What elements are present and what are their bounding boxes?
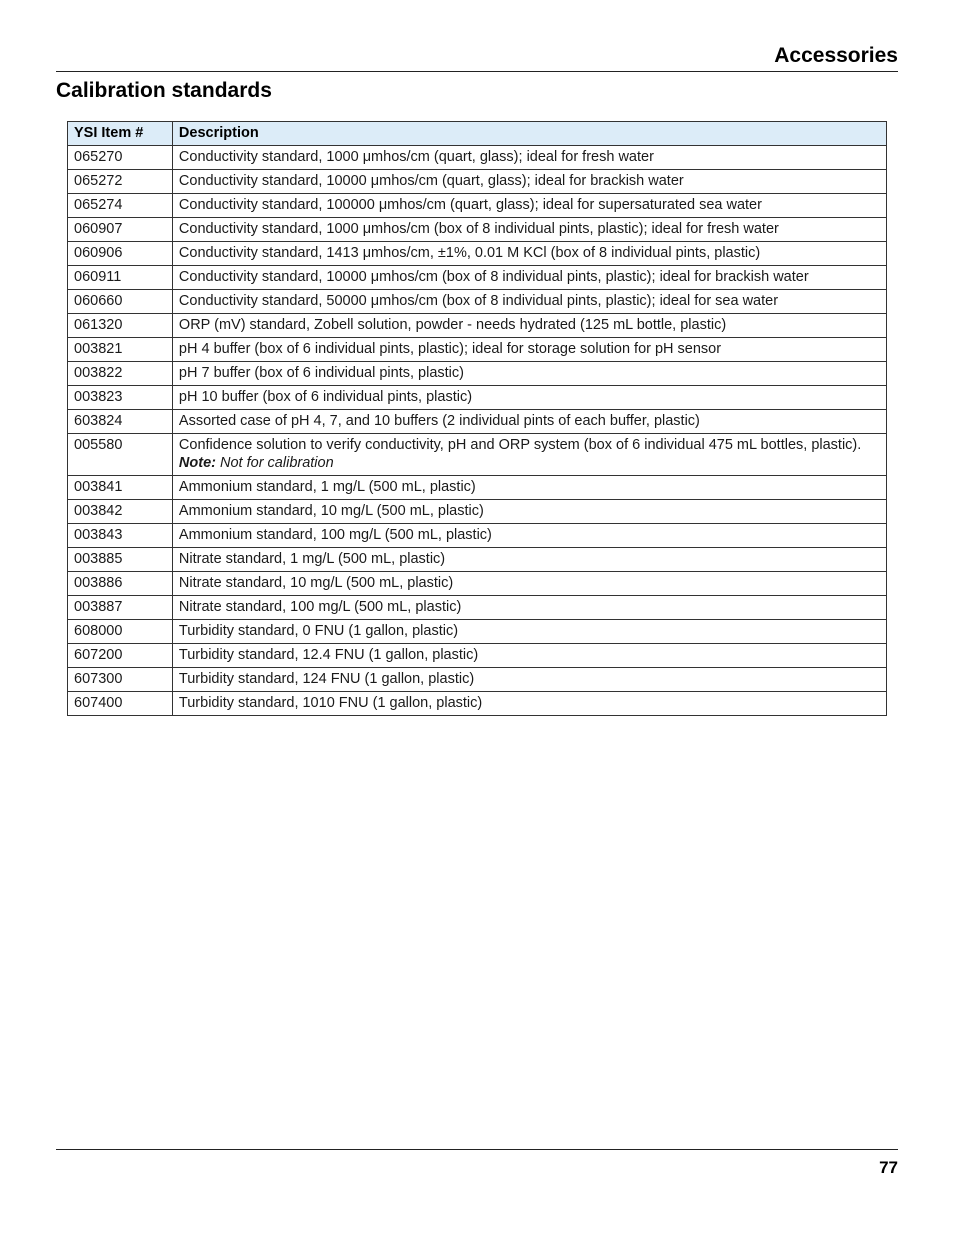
page-header — [56, 42, 898, 72]
item-number-cell: 060906 — [68, 242, 173, 266]
description-text: Ammonium standard, 1 mg/L (500 mL, plastic) — [178, 479, 476, 495]
item-number-cell: 003842 — [68, 500, 173, 524]
description-text: Turbidity standard, 1010 FNU (1 gallon, plastic) — [178, 695, 483, 711]
table-row — [68, 410, 887, 434]
table-row — [68, 218, 887, 242]
description-text: Assorted case of pH 4, 7, and 10 buffers (2 individual pints of each buffer, plastic) — [178, 413, 700, 429]
description-cell — [172, 500, 886, 524]
item-number-cell: 607300 — [68, 668, 173, 692]
item-number-cell: 003887 — [68, 596, 173, 620]
description-cell — [172, 434, 886, 476]
table-row — [68, 314, 887, 338]
item-number-cell: 607200 — [68, 644, 173, 668]
description-cell — [172, 386, 886, 410]
table-row — [68, 548, 887, 572]
description-cell — [172, 476, 886, 500]
section-title: Calibration standards — [56, 79, 272, 102]
description-cell — [172, 620, 886, 644]
description-text: Conductivity standard, 100000 μmhos/cm (quart, glass); ideal for supersaturated sea water — [178, 197, 762, 213]
description-text: Turbidity standard, 12.4 FNU (1 gallon, plastic) — [178, 647, 479, 663]
table-row — [68, 170, 887, 194]
table-row — [68, 476, 887, 500]
table-row — [68, 386, 887, 410]
table-row — [68, 146, 887, 170]
table-row — [68, 620, 887, 644]
description-text: pH 4 buffer (box of 6 individual pints, plastic); ideal for storage solution for pH sensor — [178, 341, 722, 357]
table-header-row — [68, 122, 887, 146]
description-text: Conductivity standard, 10000 μmhos/cm (quart, glass); ideal for brackish water — [178, 173, 684, 189]
table-row — [68, 644, 887, 668]
table-row — [68, 500, 887, 524]
table-row — [68, 266, 887, 290]
description-text: Nitrate standard, 100 mg/L (500 mL, plastic) — [178, 599, 462, 615]
item-number-cell: 603824 — [68, 410, 173, 434]
item-number-cell: 003885 — [68, 548, 173, 572]
description-text: Conductivity standard, 1413 μmhos/cm, ±1%, 0.01 M KCl (box of 8 individual pints, plastic) — [178, 245, 761, 261]
note-label: Note: — [178, 455, 216, 471]
description-text: Nitrate standard, 10 mg/L (500 mL, plastic) — [178, 575, 454, 591]
description-text: Conductivity standard, 50000 μmhos/cm (box of 8 individual pints, plastic); ideal for sea water — [178, 293, 779, 309]
item-number-cell: 065272 — [68, 170, 173, 194]
table-row — [68, 290, 887, 314]
item-number-cell: 003841 — [68, 476, 173, 500]
table-row — [68, 692, 887, 716]
description-cell — [172, 410, 886, 434]
description-cell — [172, 362, 886, 386]
page-footer — [56, 1149, 898, 1190]
item-number-cell: 065270 — [68, 146, 173, 170]
item-number-cell: 003822 — [68, 362, 173, 386]
description-cell — [172, 194, 886, 218]
table-row — [68, 524, 887, 548]
table-row — [68, 362, 887, 386]
table-row — [68, 194, 887, 218]
table-body — [68, 146, 887, 716]
description-cell — [172, 596, 886, 620]
description-text: Conductivity standard, 1000 μmhos/cm (quart, glass); ideal for fresh water — [178, 149, 654, 165]
item-number-cell: 003821 — [68, 338, 173, 362]
description-cell — [172, 524, 886, 548]
table-row — [68, 338, 887, 362]
table-row — [68, 668, 887, 692]
description-text: pH 10 buffer (box of 6 individual pints, plastic) — [178, 389, 473, 405]
item-number-cell: 065274 — [68, 194, 173, 218]
description-text: ORP (mV) standard, Zobell solution, powder - needs hydrated (125 mL bottle, plastic) — [178, 317, 727, 333]
item-number-cell: 060907 — [68, 218, 173, 242]
description-cell — [172, 572, 886, 596]
item-number-cell: 003886 — [68, 572, 173, 596]
description-cell — [172, 218, 886, 242]
note-text: Not for calibration — [220, 455, 334, 471]
column-header-item: YSI Item # — [68, 122, 173, 146]
item-number-cell: 061320 — [68, 314, 173, 338]
description-cell — [172, 668, 886, 692]
column-header-description: Description — [172, 122, 886, 146]
page-number: 77 — [879, 1158, 898, 1177]
item-number-cell: 607400 — [68, 692, 173, 716]
table-row — [68, 596, 887, 620]
description-text: Confidence solution to verify conductivity, pH and ORP system (box of 6 individual 475 mL bottles, plastic). — [178, 437, 862, 453]
description-cell — [172, 290, 886, 314]
description-cell — [172, 338, 886, 362]
description-cell — [172, 266, 886, 290]
description-text: pH 7 buffer (box of 6 individual pints, plastic) — [178, 365, 464, 381]
table-row — [68, 242, 887, 266]
description-cell — [172, 644, 886, 668]
chapter-title: Accessories — [774, 44, 898, 67]
item-number-cell: 003823 — [68, 386, 173, 410]
table-row — [68, 572, 887, 596]
description-text: Nitrate standard, 1 mg/L (500 mL, plastic) — [178, 551, 446, 567]
description-cell — [172, 146, 886, 170]
description-cell — [172, 314, 886, 338]
item-number-cell: 060911 — [68, 266, 173, 290]
description-cell — [172, 548, 886, 572]
description-cell — [172, 692, 886, 716]
item-number-cell: 005580 — [68, 434, 173, 476]
description-cell — [172, 170, 886, 194]
item-number-cell: 060660 — [68, 290, 173, 314]
description-text: Turbidity standard, 124 FNU (1 gallon, plastic) — [178, 671, 475, 687]
item-number-cell: 608000 — [68, 620, 173, 644]
description-text: Ammonium standard, 100 mg/L (500 mL, plastic) — [178, 527, 492, 543]
item-number-cell: 003843 — [68, 524, 173, 548]
description-text: Conductivity standard, 1000 μmhos/cm (box of 8 individual pints, plastic); ideal for fresh water — [178, 221, 779, 237]
description-text: Turbidity standard, 0 FNU (1 gallon, plastic) — [178, 623, 459, 639]
description-cell — [172, 242, 886, 266]
description-text: Conductivity standard, 10000 μmhos/cm (box of 8 individual pints, plastic); ideal for brackish water — [178, 269, 809, 285]
calibration-standards-table — [67, 121, 887, 716]
description-text: Ammonium standard, 10 mg/L (500 mL, plastic) — [178, 503, 484, 519]
table-row — [68, 434, 887, 476]
